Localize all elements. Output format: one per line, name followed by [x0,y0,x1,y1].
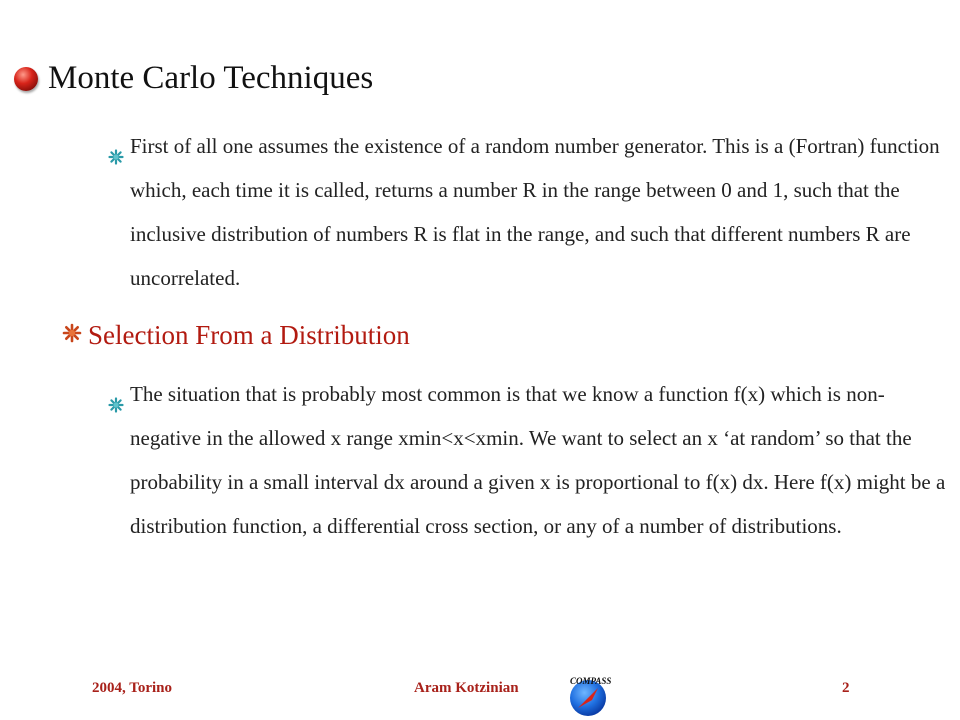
slide-title: Monte Carlo Techniques [48,60,374,96]
footer-author: Aram Kotzinian [414,680,519,696]
paragraph-2 [108,372,948,548]
teal-star-icon [108,384,124,428]
orange-star-icon [62,323,82,348]
subheading-row [62,322,410,349]
paragraph-1 [108,124,948,300]
paragraph-1-text: First of all one assumes the existence of a random number generator. This is a (Fortran) function which, each time it is called, returns a number R in the range between 0 and 1, such that the inclusive distribution of numbers R is flat in the range, and such that different numbers R are uncorrelated. [130,134,940,290]
footer-location-year: 2004, Torino [92,680,173,696]
teal-star-icon [108,136,124,180]
red-ball-icon [14,67,38,91]
paragraph-2-text: The situation that is probably most common is that we know a function f(x) which is non-negative in the allowed x range xmin<x<xmin. We want to select an x ‘at random’ so that the probability in a small interval dx around a given x is proportional to f(x) dx. Here f(x) might be a distribution function, a differential cross section, or any of a number of distributions. [130,382,946,538]
compass-logo [562,670,624,718]
title-row [14,62,373,95]
logo-text: COMPASS [570,676,612,686]
section-subheading: Selection From a Distribution [88,320,410,350]
page-number: 2 [842,680,850,696]
footer [0,680,960,710]
